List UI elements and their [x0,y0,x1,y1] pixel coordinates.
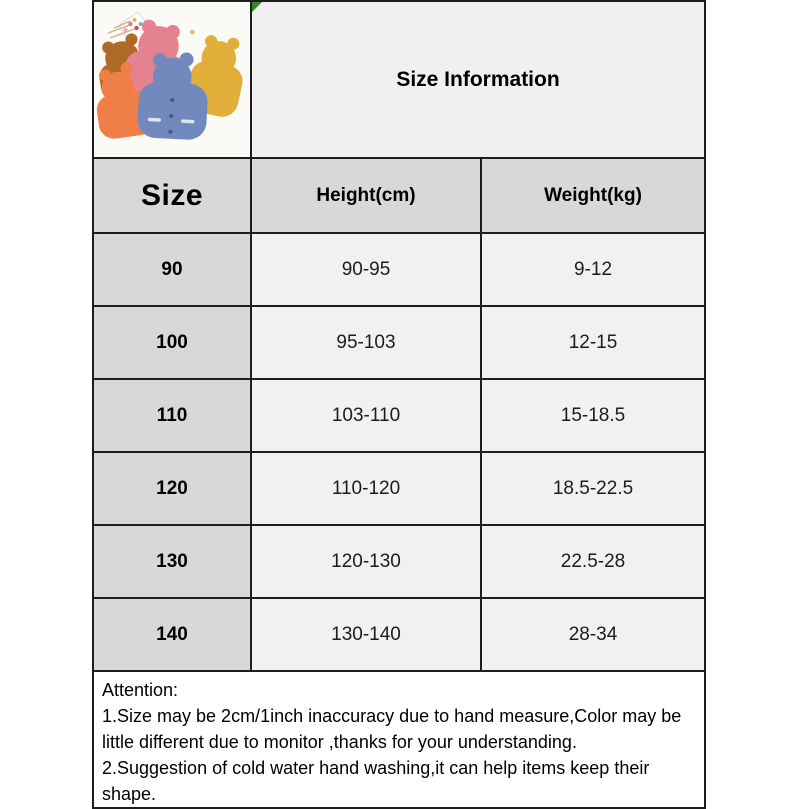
attention-heading: Attention: [102,680,179,700]
height-cell: 90-95 [251,233,481,306]
height-cell: 95-103 [251,306,481,379]
weight-cell: 15-18.5 [481,379,705,452]
col-header-height: Height(cm) [251,158,481,233]
height-cell: 110-120 [251,452,481,525]
size-cell: 110 [93,379,251,452]
product-photo-cell [93,1,251,158]
weight-cell: 28-34 [481,598,705,671]
size-cell: 100 [93,306,251,379]
size-cell: 120 [93,452,251,525]
green-corner-flag-icon [252,2,262,12]
attention-note-2: 2.Suggestion of cold water hand washing,it can help items keep their shape. [102,758,650,804]
attention-cell [93,671,705,808]
product-photo [94,3,250,156]
weight-cell: 9-12 [481,233,705,306]
title-cell [251,1,705,158]
top-row [93,1,705,158]
product-photo-illustration [94,3,250,156]
height-cell: 130-140 [251,598,481,671]
table-row [93,233,705,306]
weight-cell: 12-15 [481,306,705,379]
size-cell: 90 [93,233,251,306]
height-cell: 103-110 [251,379,481,452]
col-header-size: Size [93,158,251,233]
size-cell: 140 [93,598,251,671]
table-row [93,452,705,525]
table-row [93,598,705,671]
col-header-weight: Weight(kg) [481,158,705,233]
table-row [93,525,705,598]
weight-cell: 18.5-22.5 [481,452,705,525]
table-row [93,306,705,379]
attention-note-1: 1.Size may be 2cm/1inch inaccuracy due to hand measure,Color may be little different due to monitor ,thanks for your understanding. [102,706,682,752]
size-cell: 130 [93,525,251,598]
page-title: Size Information [396,67,560,91]
attention-row [93,671,705,808]
weight-cell: 22.5-28 [481,525,705,598]
table-row [93,379,705,452]
table-header-row [93,158,705,233]
height-cell: 120-130 [251,525,481,598]
size-chart-sheet [92,0,706,809]
